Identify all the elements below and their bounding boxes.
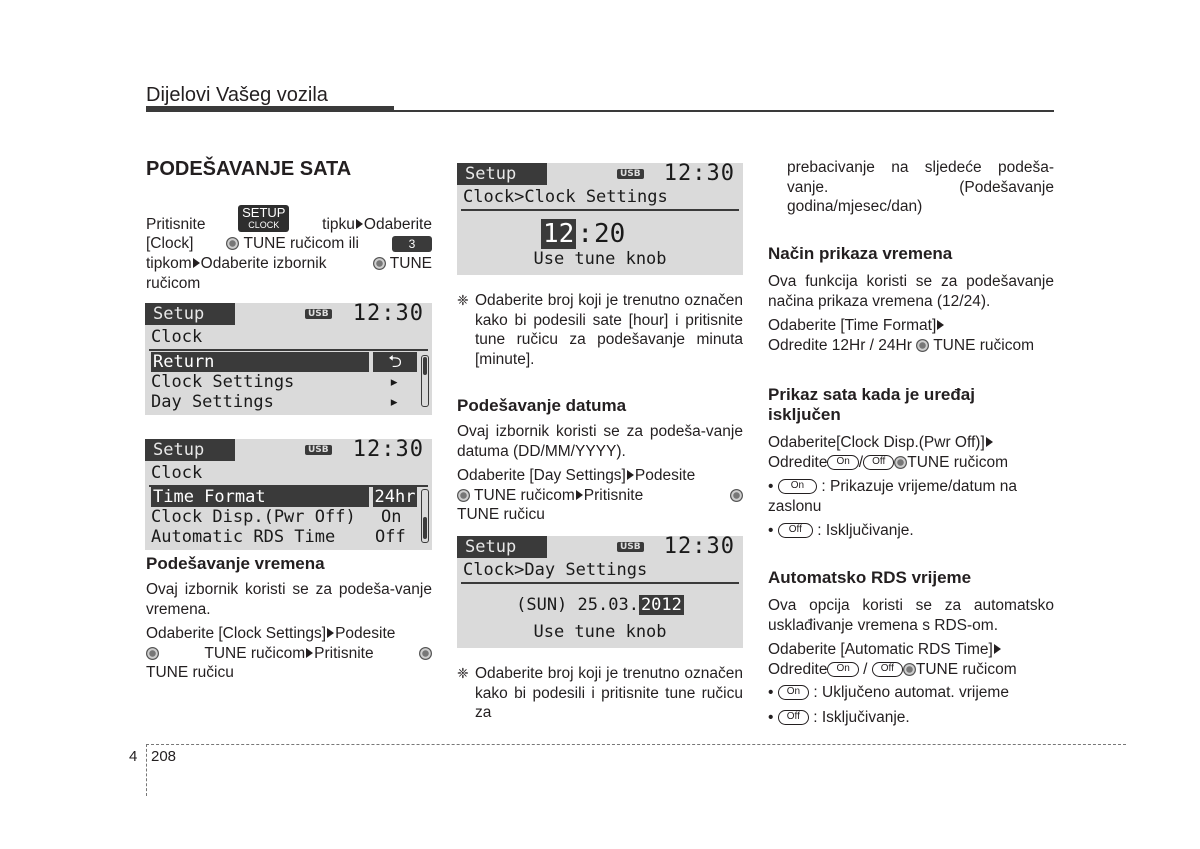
intro-text: tipku (322, 215, 355, 233)
menu-row-rds-time: Automatic RDS Time (151, 527, 336, 547)
text: Pritisnite (583, 486, 644, 504)
section-heading: Automatsko RDS vrijeme (768, 568, 972, 587)
screen-scrollbar-thumb (423, 517, 427, 539)
minute-field: 20 (593, 219, 626, 249)
text: Odaberite [Time Format] (768, 317, 937, 334)
usb-icon: USB (305, 445, 332, 455)
screen-tab: Setup (457, 163, 547, 185)
screen-rule (461, 209, 739, 211)
page-header-title: Dijelovi Vašeg vozila (146, 84, 328, 106)
screen-rule (149, 349, 428, 351)
text: : Isključivanje. (813, 708, 910, 726)
year-field-selected: 2012 (640, 595, 682, 615)
off-button-icon: Off (778, 710, 809, 725)
display-screen-clock-settings (457, 163, 743, 275)
chevron-right-icon: ▸ (389, 372, 400, 392)
usb-icon: USB (617, 169, 644, 179)
chapter-number: 4 (129, 748, 138, 765)
screen-clock: 12:30 (352, 303, 424, 326)
paragraph: Ova funkcija koristi se za podešavanje načina prikaza vremena (12/24). (768, 273, 1054, 310)
rds-time-value: Off (375, 527, 406, 547)
screen-tab: Setup (145, 303, 235, 325)
date-field: (SUN) 25.03. (516, 595, 639, 615)
section-heading: Podešavanje datuma (457, 396, 627, 415)
text: Odaberite [Clock Settings] (146, 625, 327, 642)
intro-text: Pritisnite (146, 215, 206, 233)
text: Pritisnite (314, 644, 374, 662)
section-podesavanje-datuma (457, 396, 743, 525)
usb-icon: USB (305, 309, 332, 319)
note-date-continued (787, 158, 1054, 217)
paragraph: Ovaj izbornik koristi se za podeša-vanje vremena. (146, 581, 432, 618)
text: Odredite (768, 453, 828, 471)
note-text: Odaberite broj koji je trenutno označen kako bi podesili i pritisnite tune ručicu za (475, 665, 743, 721)
text: Odaberite [Day Settings] (457, 467, 626, 484)
date-editor (457, 594, 743, 616)
intro-text: ručicom (146, 275, 201, 292)
on-button-icon: On (827, 662, 858, 677)
off-button-icon: Off (872, 662, 903, 677)
note-date (457, 664, 743, 723)
tune-knob-icon (730, 489, 743, 502)
text: TUNE ručicom (933, 336, 1034, 354)
header-rule-accent (146, 106, 394, 111)
note-asterisk-icon: ❈ (457, 292, 469, 308)
off-button-icon: Off (863, 455, 894, 470)
intro-text: TUNE (389, 255, 432, 273)
tune-knob-icon (419, 647, 432, 660)
menu-row-clock-settings: Clock Settings (151, 372, 295, 392)
intro-text: tipkom (146, 255, 192, 273)
page-number: 208 (151, 748, 177, 765)
clock-disp-value: On (381, 507, 402, 527)
tune-knob-icon (146, 647, 159, 660)
text: Odredite (768, 660, 828, 678)
text: Odredite 12Hr / 24Hr (768, 336, 912, 354)
arrow-right-icon (986, 437, 993, 447)
section-heading: Podešavanje vremena (146, 554, 325, 573)
arrow-right-icon (937, 320, 944, 330)
text: Odaberite[Clock Disp.(Pwr Off)] (768, 434, 985, 451)
preset-key-3: 3 (392, 236, 432, 252)
footer-dashed-divider (146, 744, 147, 796)
text: : Isključivanje. (817, 522, 914, 539)
arrow-right-icon (576, 490, 583, 500)
text: TUNE ručicom (907, 453, 1009, 471)
use-tune-knob-hint: Use tune knob (533, 622, 667, 642)
text: Podesite (634, 467, 696, 484)
arrow-right-icon (627, 470, 634, 480)
screen-rule (461, 582, 739, 584)
tune-knob-icon (903, 663, 916, 676)
text: TUNE ručicom (474, 486, 575, 504)
menu-row-day-settings: Day Settings (151, 392, 274, 412)
screen-tab: Setup (457, 536, 547, 558)
text: Odaberite [Automatic RDS Time] (768, 641, 993, 658)
off-button-icon: Off (778, 523, 813, 538)
text: : Prikazuje vrijeme/datum na zaslonu (768, 478, 1017, 515)
slash: / (858, 453, 864, 471)
time-format-value: 24hr (374, 487, 416, 507)
text: Podesite (335, 625, 396, 642)
text: TUNE ručicu (146, 664, 234, 681)
arrow-right-icon (306, 648, 313, 658)
on-button-icon: On (778, 479, 817, 494)
intro-text: Odaberite (363, 215, 432, 233)
section-title: PODEŠAVANJE SATA (146, 158, 352, 180)
tune-knob-icon (226, 237, 239, 250)
time-editor (541, 219, 625, 249)
intro-text: Odaberite izbornik (200, 255, 327, 273)
intro-text: TUNE ručicom ili (243, 235, 359, 253)
tune-knob-icon (916, 339, 929, 352)
display-screen-clock-options (145, 439, 432, 550)
section-podesavanje-vremena (146, 554, 432, 683)
section-prikaz-sata: Prikaz sata kada je uređaj isključen Odaberite[Clock Disp.(Pwr Off)] Odredite On / Off TUNE ručicom • On : Prikazuje vrijeme/datum na zaslonu • Off : Isključivanje. (768, 385, 1017, 539)
setup-clock-key (238, 205, 289, 232)
slash: / (863, 660, 868, 678)
time-separator: : (577, 219, 593, 249)
text: : Uključeno automat. vrijeme (813, 684, 1009, 701)
paragraph: prebacivanje na sljedeće podeša-vanje. (Podešavanje godina/mjesec/dan) (787, 159, 1054, 215)
note-asterisk-icon: ❈ (457, 665, 469, 681)
menu-row-clock-disp: Clock Disp.(Pwr Off) (151, 507, 356, 527)
note-text: Odaberite broj koji je trenutno označen kako bi podesili sate [hour] i pritisnite tune ručicu za podešavanje minuta [minute]. (475, 292, 743, 368)
screen-clock: 12:30 (663, 536, 735, 559)
hour-field-selected: 12 (543, 219, 575, 249)
screen-clock: 12:30 (352, 439, 424, 462)
tune-knob-icon (457, 489, 470, 502)
screen-heading: Clock>Clock Settings (463, 187, 668, 207)
screen-heading: Clock (151, 463, 203, 483)
intro-paragraph (146, 205, 432, 294)
chevron-right-icon: ▸ (389, 392, 400, 412)
section-heading: Način prikaza vremena (768, 244, 953, 263)
setup-key-label: SETUP (242, 205, 286, 220)
screen-heading: Clock>Day Settings (463, 560, 648, 580)
screen-scrollbar-thumb (423, 357, 427, 375)
arrow-right-icon (193, 258, 200, 268)
on-button-icon: On (778, 685, 809, 700)
text: TUNE ručicu (457, 506, 545, 523)
return-icon: ⮌ (373, 352, 417, 372)
arrow-right-icon (327, 628, 334, 638)
display-screen-clock-menu (145, 303, 432, 415)
intro-text: [Clock] (146, 235, 194, 253)
screen-heading: Clock (151, 327, 203, 347)
text: TUNE ručicom (204, 644, 306, 662)
tune-knob-icon (894, 456, 907, 469)
screen-tab: Setup (145, 439, 235, 461)
display-screen-day-settings (457, 536, 743, 648)
use-tune-knob-hint: Use tune knob (533, 249, 667, 269)
on-button-icon: On (827, 455, 858, 470)
screen-clock: 12:30 (663, 163, 735, 186)
text: TUNE ručicom (915, 660, 1017, 678)
section-nacin-prikaza (768, 244, 1054, 355)
arrow-right-icon (356, 219, 363, 229)
section-heading: Prikaz sata kada je uređaj isključen (768, 385, 975, 424)
usb-icon: USB (617, 542, 644, 552)
menu-row-time-format: Time Format (151, 487, 369, 507)
paragraph: Ova opcija koristi se za automatsko usklađivanje vremena s RDS-om. (768, 597, 1054, 634)
clock-key-label: CLOCK (248, 220, 280, 230)
note-hour-minute (457, 291, 743, 369)
paragraph: Ovaj izbornik koristi se za podeša-vanje datuma (DD/MM/YYYY). (457, 423, 743, 460)
footer-dashed-rule (146, 744, 1126, 745)
tune-knob-icon (373, 257, 386, 270)
arrow-right-icon (994, 644, 1001, 654)
section-rds-vrijeme: Automatsko RDS vrijeme Ova opcija koristi se za automatsko usklađivanje vremena s RDS-om. Odaberite [Automatic RDS Time] Odredite On / Off TUNE ručicom • On : Uključeno automat. vrijeme • Off : Isključivanje. (768, 568, 1054, 726)
menu-row-return: Return (151, 352, 369, 372)
